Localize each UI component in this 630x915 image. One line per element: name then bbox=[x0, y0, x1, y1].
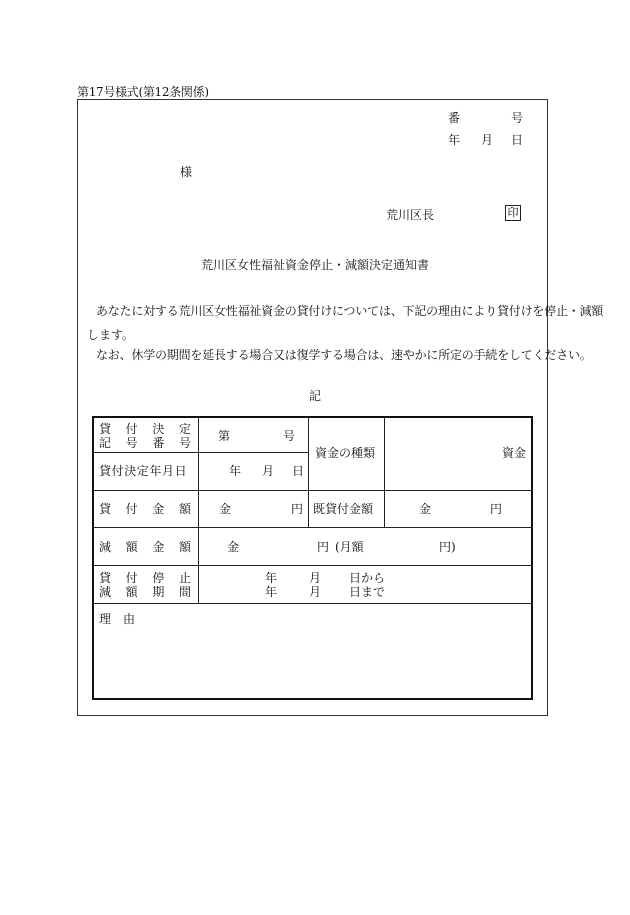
label-char: 止 bbox=[178, 571, 191, 585]
recipient-honorific: 様 bbox=[180, 165, 193, 179]
label-char: 貸 bbox=[99, 502, 112, 516]
decision-date-label: 貸付決定年月日 bbox=[99, 464, 188, 478]
label-char: 付 bbox=[125, 502, 138, 516]
label-char: 額 bbox=[125, 585, 138, 599]
existing-loan-label: 既貸付金額 bbox=[313, 502, 374, 516]
reduction-yen: 円 bbox=[317, 540, 330, 554]
ki-heading: 記 bbox=[308, 389, 321, 403]
table-rule bbox=[384, 418, 385, 527]
label-char: 記 bbox=[99, 436, 112, 450]
reduction-period-label bbox=[99, 585, 191, 599]
table-rule bbox=[198, 418, 199, 603]
label-char: 額 bbox=[178, 502, 191, 516]
existing-loan-yen: 円 bbox=[490, 502, 503, 516]
period-to-month: 月 bbox=[309, 585, 322, 599]
body-paragraph-1-line-1: あなたに対する荒川区女性福祉資金の貸付けについては、下記の理由により貸付けを停止・減額 bbox=[96, 304, 604, 318]
label-char: 金 bbox=[152, 540, 165, 554]
label-char: 額 bbox=[178, 540, 191, 554]
loan-decision-label-line1 bbox=[99, 422, 191, 436]
issue-date-month: 月 bbox=[481, 133, 494, 147]
notice-table bbox=[92, 416, 533, 700]
number-suffix: 号 bbox=[283, 429, 296, 443]
period-from-suffix: 日から bbox=[349, 571, 386, 585]
form-number-label: 第17号様式(第12条関係) bbox=[77, 85, 209, 99]
decision-date-month: 月 bbox=[262, 464, 275, 478]
monthly-close: 円) bbox=[439, 540, 456, 554]
table-rule bbox=[94, 565, 531, 566]
period-from-month: 月 bbox=[309, 571, 322, 585]
body-paragraph-1-line-2: します。 bbox=[87, 328, 135, 342]
label-char: 停 bbox=[152, 571, 165, 585]
reduction-amount-label bbox=[99, 540, 191, 554]
loan-decision-label-line2 bbox=[99, 436, 191, 450]
table-rule bbox=[94, 527, 531, 528]
decision-date-day: 日 bbox=[292, 464, 305, 478]
document-number-label: 番 bbox=[448, 111, 461, 125]
loan-amount-kin: 金 bbox=[219, 502, 232, 516]
label-char: 減 bbox=[99, 540, 112, 554]
number-prefix: 第 bbox=[218, 429, 231, 443]
label-char: 定 bbox=[178, 422, 191, 436]
label-char: 額 bbox=[125, 540, 138, 554]
sender-title: 荒川区長 bbox=[386, 208, 435, 222]
label-char: 金 bbox=[152, 502, 165, 516]
existing-loan-kin: 金 bbox=[419, 502, 432, 516]
label-char: 間 bbox=[178, 585, 191, 599]
fund-type-suffix: 資金 bbox=[502, 446, 527, 460]
reason-label: 理 由 bbox=[99, 612, 136, 626]
table-rule bbox=[94, 452, 308, 453]
issue-date-day: 日 bbox=[511, 133, 524, 147]
table-rule bbox=[94, 490, 531, 491]
reduction-kin: 金 bbox=[227, 540, 240, 554]
fund-type-label: 資金の種類 bbox=[315, 446, 376, 460]
label-char: 期 bbox=[152, 585, 165, 599]
label-char: 付 bbox=[125, 422, 138, 436]
monthly-open: (月額 bbox=[335, 540, 364, 554]
label-char: 貸 bbox=[99, 422, 112, 436]
period-to-year: 年 bbox=[265, 585, 278, 599]
label-char: 決 bbox=[152, 422, 165, 436]
issue-date-year: 年 bbox=[448, 133, 461, 147]
table-rule bbox=[94, 603, 531, 604]
period-to-suffix: 日まで bbox=[349, 585, 386, 599]
table-rule bbox=[308, 418, 309, 527]
label-char: 号 bbox=[178, 436, 191, 450]
suspension-label bbox=[99, 571, 191, 585]
decision-date-year: 年 bbox=[229, 464, 242, 478]
document-title: 荒川区女性福祉資金停止・減額決定通知書 bbox=[200, 258, 429, 272]
period-from-year: 年 bbox=[265, 571, 278, 585]
label-char: 号 bbox=[125, 436, 138, 450]
document-number-suffix: 号 bbox=[511, 111, 524, 125]
seal-mark: 印 bbox=[505, 205, 521, 221]
label-char: 番 bbox=[152, 436, 165, 450]
label-char: 付 bbox=[125, 571, 138, 585]
label-char: 減 bbox=[99, 585, 112, 599]
label-char: 貸 bbox=[99, 571, 112, 585]
loan-amount-label bbox=[99, 502, 191, 516]
body-paragraph-2: なお、休学の期間を延長する場合又は復学する場合は、速やかに所定の手続をしてください。 bbox=[96, 348, 592, 362]
loan-amount-yen: 円 bbox=[291, 502, 304, 516]
